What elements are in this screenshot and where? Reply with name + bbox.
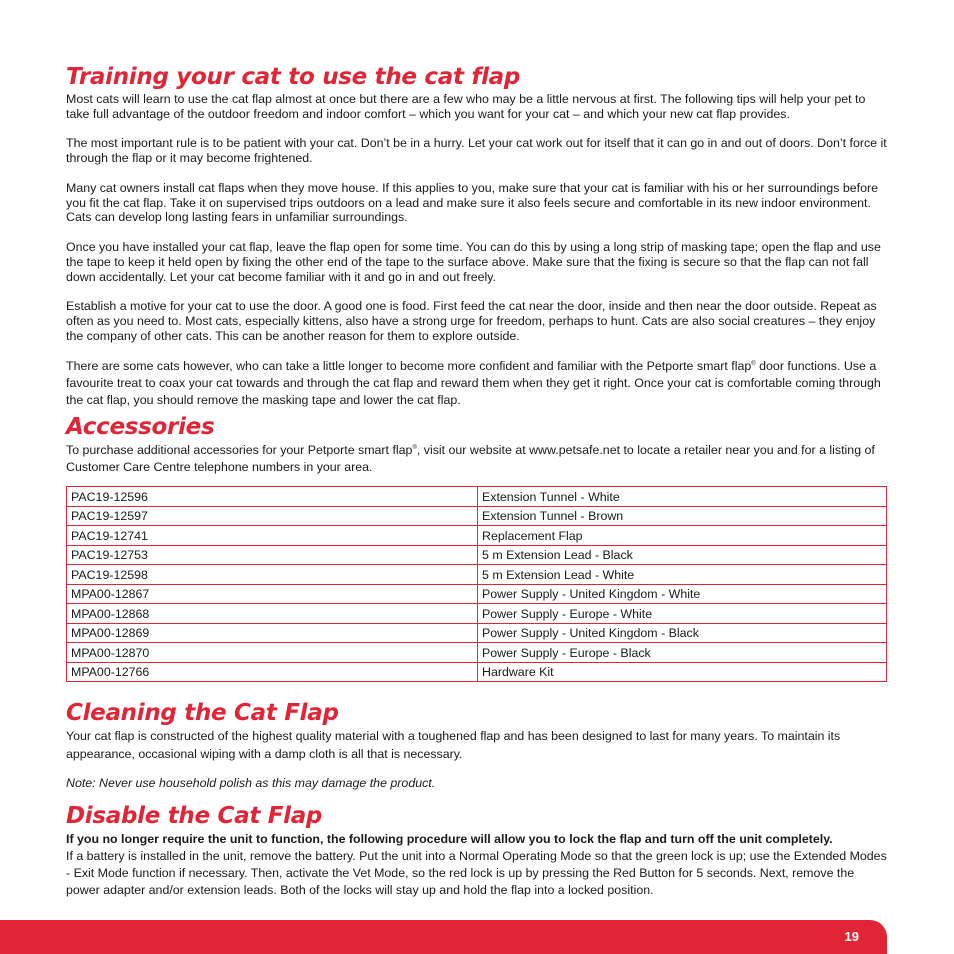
training-paragraph-1: Most cats will learn to use the cat flap almost at once but there are a few who may be a little nervous at first. The following tips will help your pet to take full advantage of the outdoor freedom and indoor comfort – which you want for your cat – and which your new cat flap provides. [66, 92, 866, 121]
table-row [67, 545, 887, 565]
table-row [67, 565, 887, 585]
cleaning-paragraph: Your cat flap is constructed of the highest quality material with a toughened flap and has been designed to last for many years. To maintain its appearance, occasional wiping with a damp cloth is all that is necessary. [66, 729, 841, 761]
accessories-table [66, 486, 887, 682]
training-paragraph-2: The most important rule is to be patient with your cat. Don’t be in a hurry. Let your cat work out for itself that it can go in and out of doors. Don’t force it through the flap or it may become frightened. [66, 136, 887, 166]
part-code-cell: PAC19-12741 [67, 526, 478, 546]
cleaning-note: Note: Never use household polish as this may damage the product. [66, 776, 436, 791]
part-code-cell: MPA00-12869 [67, 623, 478, 643]
disable-heading: Disable the Cat Flap [66, 803, 323, 830]
cleaning-heading: Cleaning the Cat Flap [66, 700, 339, 727]
footer-bar [0, 920, 887, 954]
part-description-cell: 5 m Extension Lead - Black [478, 545, 887, 565]
part-description-cell: Power Supply - United Kingdom - White [478, 584, 887, 604]
table-row [67, 487, 887, 507]
disable-bold-intro: If you no longer require the unit to function, the following procedure will allow you to lock the flap and turn off the unit completely. [66, 832, 833, 847]
disable-paragraph: If a battery is installed in the unit, remove the battery. Put the unit into a Normal Operating Mode so that the green lock is up; use the Extended Modes - Exit Mode function if necessary. Then, activate the Vet Mode, so the red lock is up by pressing the Red Button for 5 seconds. Next, remove the power adapter and/or extension leads. Both of the locks will stay up and hold the flap into a locked position. [66, 849, 887, 898]
page-number: 19 [844, 929, 859, 944]
part-code-cell: MPA00-12870 [67, 643, 478, 663]
table-row [67, 584, 887, 604]
part-description-cell: Power Supply - Europe - White [478, 604, 887, 624]
part-code-cell: MPA00-12867 [67, 584, 478, 604]
table-row [67, 526, 887, 546]
training-paragraph-6: There are some cats however, who can take a little longer to become more confident and familiar with the Petporte smart flap® door functions. Use a favourite treat to coax your cat towards and through the cat flap and reward them when they get it right. Once your cat is comfortable coming through the cat flap, you should remove the masking tape and lower the cat flap. [66, 359, 881, 408]
part-code-cell: PAC19-12753 [67, 545, 478, 565]
part-code-cell: MPA00-12766 [67, 662, 478, 682]
accessories-intro: To purchase additional accessories for your Petporte smart flap®, visit our website at www.petsafe.net to locate a retailer near you and for a listing of Customer Care Centre telephone numbers in your area. [66, 443, 875, 475]
table-row [67, 623, 887, 643]
accessories-heading: Accessories [66, 414, 215, 441]
table-row [67, 604, 887, 624]
page-content [66, 62, 888, 899]
part-code-cell: MPA00-12868 [67, 604, 478, 624]
training-paragraph-3: Many cat owners install cat flaps when they move house. If this applies to you, make sure that your cat is familiar with his or her surroundings before you fit the cat flap. Take it on supervised trips outdoors on a lead and make sure it also feels secure and comfortable in its new indoor environment. Cats can develop long lasting fears in unfamiliar surroundings. [66, 180, 878, 225]
table-row [67, 662, 887, 682]
part-code-cell: PAC19-12597 [67, 506, 478, 526]
training-paragraph-5: Establish a motive for your cat to use the door. A good one is food. First feed the cat near the door, inside and then near the door outside. Repeat as often as you need to. Most cats, especially kittens, also have a strong urge for freedom, perhaps to hunt. Cats are also social creatures – they enjoy the company of other cats. This can be another reason for them to explore outside. [66, 299, 877, 343]
training-paragraph-4: Once you have installed your cat flap, leave the flap open for some time. You can do this by using a long strip of masking tape; open the flap and use the tape to keep it held open by fixing the other end of the tape to the surface above. Make sure that the fixing is secure so that the flap can not fall down accidentally. Let your cat become familiar with it and go in and out freely. [66, 239, 881, 284]
part-code-cell: PAC19-12598 [67, 565, 478, 585]
part-description-cell: Extension Tunnel - Brown [478, 506, 887, 526]
part-description-cell: Replacement Flap [478, 526, 887, 546]
table-row [67, 643, 887, 663]
part-description-cell: Extension Tunnel - White [478, 487, 887, 507]
part-description-cell: 5 m Extension Lead - White [478, 565, 887, 585]
part-description-cell: Power Supply - United Kingdom - Black [478, 623, 887, 643]
training-heading: Training your cat to use the cat flap [66, 64, 521, 90]
part-description-cell: Hardware Kit [478, 662, 887, 682]
part-code-cell: PAC19-12596 [67, 487, 478, 507]
part-description-cell: Power Supply - Europe - Black [478, 643, 887, 663]
table-row [67, 506, 887, 526]
